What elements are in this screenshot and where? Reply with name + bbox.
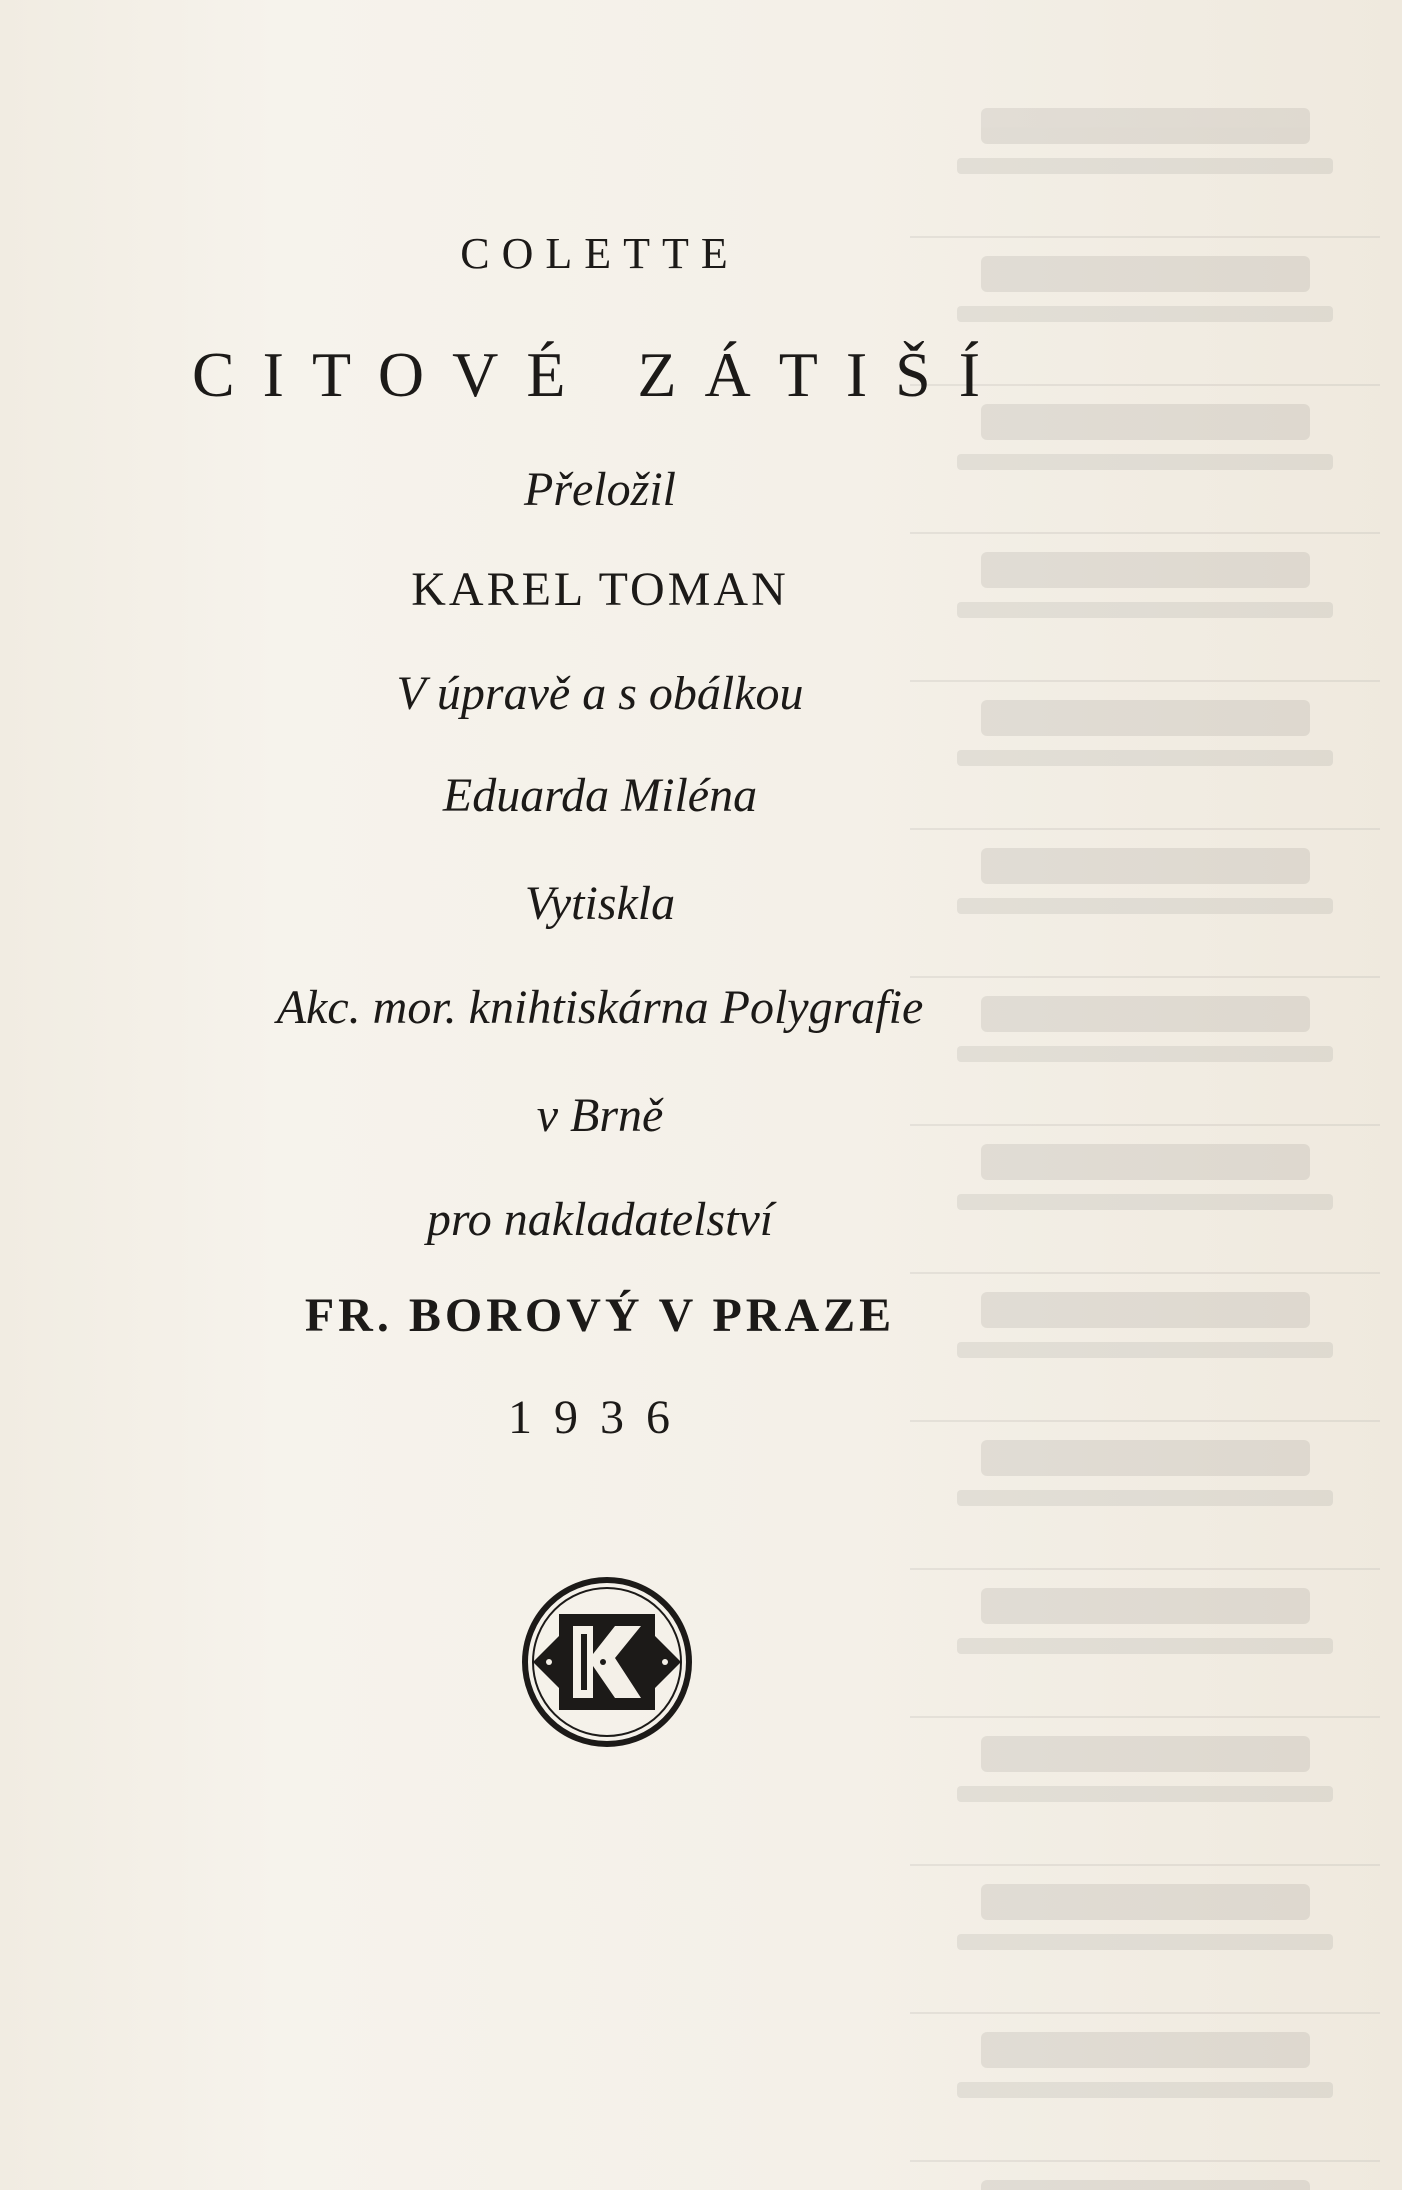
- publisher-emblem-icon: [519, 1574, 695, 1750]
- publication-year: 1936: [508, 1391, 692, 1444]
- emblem-letter: [695, 1574, 696, 1575]
- printer-city: v Brně: [536, 1089, 664, 1142]
- design-credit-label: V úpravě a s obálkou: [396, 667, 804, 720]
- designer-name: Eduarda Miléna: [442, 769, 758, 822]
- author-name: COLETTE: [460, 229, 740, 278]
- printer-name: Akc. mor. knihtiskárna Polygrafie: [276, 981, 924, 1034]
- printed-by-label: Vytiskla: [524, 877, 676, 930]
- book-title: CITOVÉ ZÁTIŠÍ: [191, 339, 1009, 410]
- translator-name: KAREL TOMAN: [411, 563, 789, 616]
- publisher-name: FR. BOROVÝ V PRAZE: [304, 1289, 896, 1342]
- publisher-label: pro nakladatelství: [426, 1193, 774, 1246]
- translated-by-label: Přeložil: [524, 463, 676, 516]
